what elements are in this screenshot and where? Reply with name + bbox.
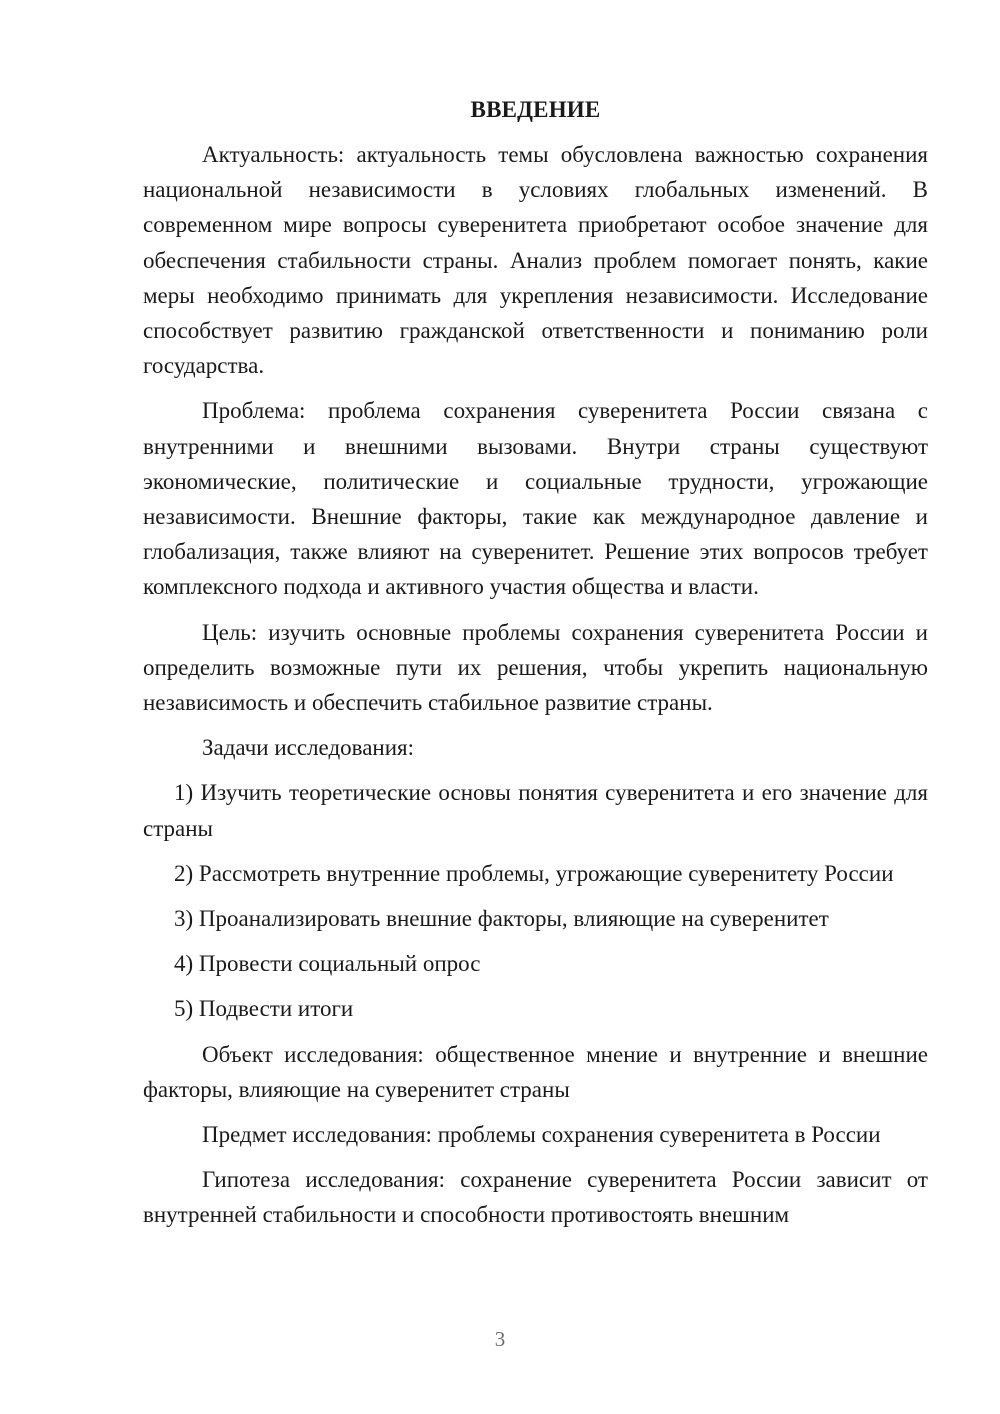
section-title: ВВЕДЕНИЕ [470,97,601,122]
list-item: 1) Изучить теоретические основы понятия суверенитета и его значение для страны [143,780,928,841]
page-content [143,92,928,1243]
paragraph-hypothesis: Гипотеза исследования: сохранение суверенитета России зависит от внутренней стабильности и способности противостоять внешним [143,1167,928,1228]
paragraph-object: Объект исследования: общественное мнение и внутренние и внешние факторы, влияющие на суверенитет страны [143,1041,928,1102]
list-item: 4) Провести социальный опрос [174,951,481,977]
list-item: 2) Рассмотреть внутренние проблемы, угрожающие суверенитету России [174,860,894,886]
paragraph-relevance: Актуальность: актуальность темы обусловлена важностью сохранения национальной независимости в условиях глобальных изменений. В современном мире вопросы суверенитета приобретают особое значение для обеспечения стабильности страны. Анализ проблем помогает понять, какие меры необходимо принимать для укрепления независимости. Исследование способствует развитию гражданской ответственности и пониманию роли государства. [143,142,928,379]
list-item: 3) Проанализировать внешние факторы, влияющие на суверенитет [174,906,829,932]
page-number: 3 [494,1327,506,1351]
list-item: 5) Подвести итоги [174,996,354,1022]
tasks-list [143,775,928,1026]
paragraph-subject: Предмет исследования: проблемы сохранения суверенитета в России [202,1122,881,1148]
paragraph-problem: Проблема: проблема сохранения суверенитета России связана с внутренними и внешними вызовами. Внутри страны существуют экономические, политические и социальные трудности, угрожающие независимости. Внешние факторы, такие как международное давление и глобализация, также влияют на суверенитет. Решение этих вопросов требует комплексного подхода и активного участия общества и власти. [143,398,928,600]
paragraph-goal: Цель: изучить основные проблемы сохранения суверенитета России и определить возможные пути их решения, чтобы укрепить национальную независимость и обеспечить стабильное развитие страны. [143,619,928,716]
tasks-heading: Задачи исследования: [202,735,415,761]
